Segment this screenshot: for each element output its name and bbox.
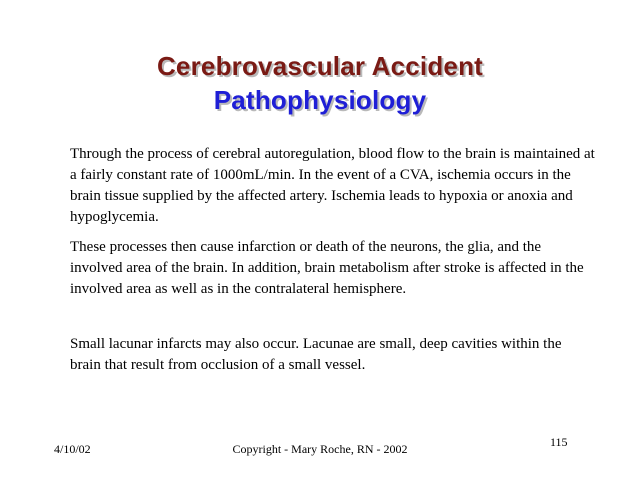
body-paragraph-3: Small lacunar infarcts may also occur. Lacunae are small, deep cavities within the brain that result from occlusion of a small vessel. [70, 336, 562, 373]
footer-copyright: Copyright - Mary Roche, RN - 2002 [232, 442, 408, 456]
slide-subtitle: Pathophysiology [213, 85, 427, 115]
page-number: 115 [550, 435, 568, 449]
slide-title: Cerebrovascular Accident [156, 51, 484, 81]
body-paragraph-1: Through the process of cerebral autoregulation, blood flow to the brain is maintained at a fairly constant rate of 1000mL/min. In the event of a CVA, ischemia occurs in the brain tissue supplied by the affected artery. Ischemia leads to hypoxia or anoxia and hypoglycemia. [70, 146, 595, 225]
body-paragraph-2: These processes then cause infarction or death of the neurons, the glia, and the involved area of the brain. In addition, brain metabolism after stroke is affected in the involved area as well as in the contralateral hemisphere. [70, 239, 584, 297]
footer-date: 4/10/02 [54, 442, 91, 456]
